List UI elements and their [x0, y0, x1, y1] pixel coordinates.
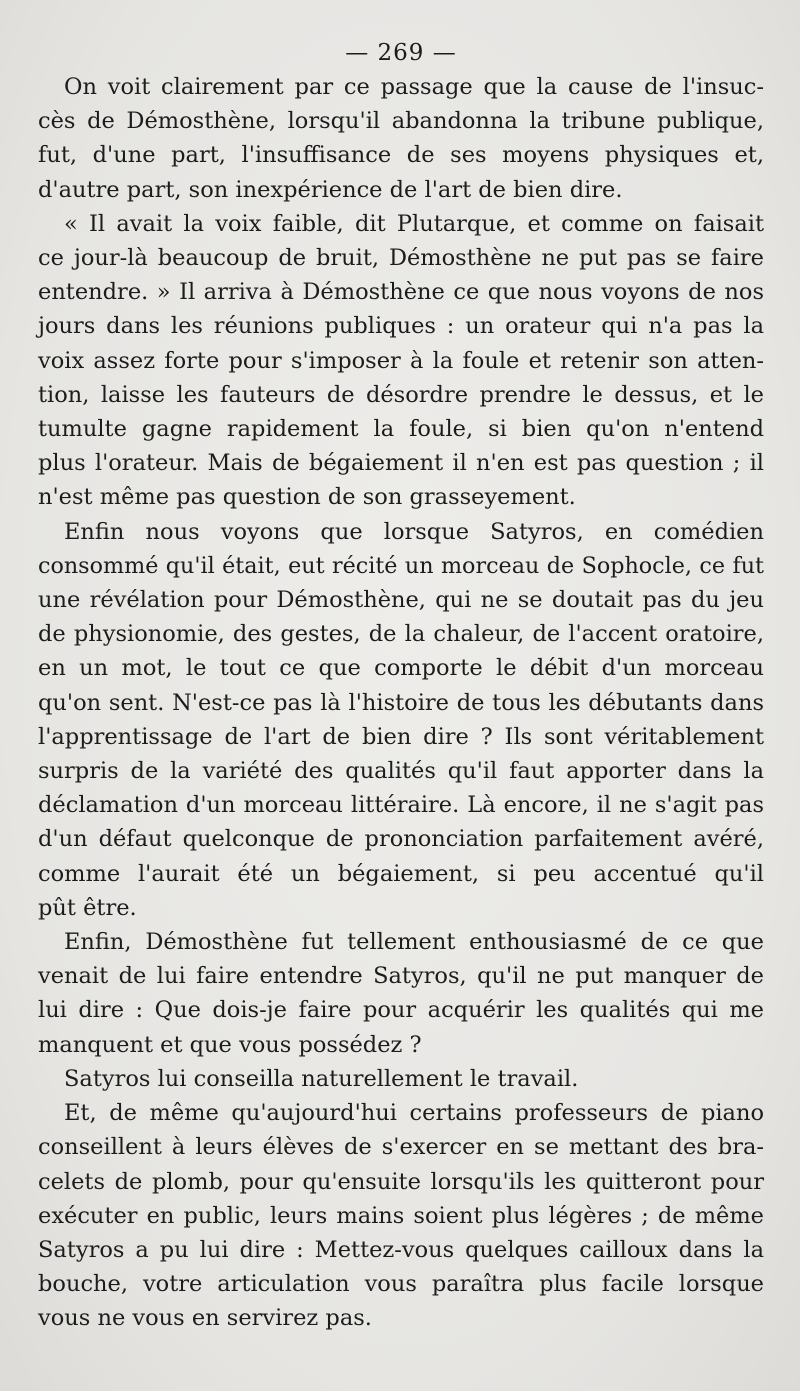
paragraph	[38, 1062, 764, 1096]
paragraph	[38, 925, 764, 1062]
line-text: une révélation pour Démosthène, qui ne se doutait pas du jeu	[38, 587, 764, 614]
line-text: qu'on sent. N'est-ce pas là l'histoire de tous les débutants dans	[38, 689, 764, 716]
text-line	[38, 754, 764, 788]
page-text-body	[38, 70, 764, 1336]
text-line	[38, 686, 764, 720]
line-text: d'autre part, son inexpérience de l'art de bien dire.	[38, 176, 623, 203]
paragraph	[38, 207, 764, 515]
text-line	[38, 515, 764, 549]
text-line	[38, 891, 764, 925]
line-text: « Il avait la voix faible, dit Plutarque, et comme on faisait	[64, 210, 764, 237]
text-line	[38, 412, 764, 446]
line-text: tion, laisse les fauteurs de désordre prendre le dessus, et le	[38, 381, 764, 408]
text-line	[38, 1233, 764, 1267]
line-text: lui dire : Que dois-je faire pour acquérir les qualités qui me	[38, 997, 764, 1024]
text-line	[38, 241, 764, 275]
text-line	[38, 1165, 764, 1199]
line-text: tumulte gagne rapidement la foule, si bien qu'on n'entend	[38, 416, 764, 443]
line-text: fut, d'une part, l'insuffisance de ses moyens physiques et,	[38, 142, 764, 169]
line-text: plus l'orateur. Mais de bégaiement il n'en est pas question ; il	[38, 450, 764, 477]
line-text: déclamation d'un morceau littéraire. Là encore, il ne s'agit pas	[38, 792, 764, 819]
text-line	[38, 822, 764, 856]
text-line	[38, 70, 764, 104]
text-line	[38, 993, 764, 1027]
line-text: surpris de la variété des qualités qu'il faut apporter dans la	[38, 758, 764, 785]
text-line	[38, 720, 764, 754]
line-text: comme l'aurait été un bégaiement, si peu accentué qu'il	[38, 860, 764, 887]
paragraph	[38, 1096, 764, 1335]
line-text: exécuter en public, leurs mains soient plus légères ; de même	[38, 1202, 764, 1229]
line-text: celets de plomb, pour qu'ensuite lorsqu'ils les quitteront pour	[38, 1168, 764, 1195]
line-text: entendre. » Il arriva à Démosthène ce que nous voyons de nos	[38, 279, 764, 306]
line-text: n'est même pas question de son grasseyement.	[38, 484, 576, 511]
text-line	[38, 1096, 764, 1130]
text-line	[38, 1028, 764, 1062]
line-text: pût être.	[38, 894, 137, 921]
text-line	[38, 1062, 764, 1096]
text-line	[38, 959, 764, 993]
line-text: venait de lui faire entendre Satyros, qu'il ne put manquer de	[38, 963, 764, 990]
paragraph	[38, 515, 764, 925]
line-text: Satyros a pu lui dire : Mettez-vous quelques cailloux dans la	[38, 1236, 764, 1263]
text-line	[38, 617, 764, 651]
text-line	[38, 1267, 764, 1301]
text-line	[38, 378, 764, 412]
line-text: voix assez forte pour s'imposer à la foule et retenir son atten-	[38, 347, 764, 374]
text-line	[38, 1130, 764, 1164]
line-text: Et, de même qu'aujourd'hui certains professeurs de piano	[64, 1100, 764, 1127]
text-line	[38, 173, 764, 207]
text-line	[38, 309, 764, 343]
line-text: On voit clairement par ce passage que la cause de l'insuc-	[64, 74, 764, 100]
line-text: manquent et que vous possédez ?	[38, 1031, 422, 1058]
line-text: conseillent à leurs élèves de s'exercer en se mettant des bra-	[38, 1134, 764, 1161]
text-line	[38, 446, 764, 480]
line-text: d'un défaut quelconque de prononciation parfaitement avéré,	[38, 826, 764, 853]
page-number: — 269 —	[345, 40, 457, 66]
line-text: Enfin nous voyons que lorsque Satyros, en comédien	[64, 518, 764, 545]
line-text: Satyros lui conseilla naturellement le travail.	[64, 1065, 579, 1092]
text-line	[38, 925, 764, 959]
text-line	[38, 651, 764, 685]
text-line	[38, 207, 764, 241]
text-line	[38, 857, 764, 891]
text-line	[38, 344, 764, 378]
line-text: ce jour-là beaucoup de bruit, Démosthène ne put pas se faire	[38, 245, 764, 272]
text-line	[38, 480, 764, 514]
line-text: vous ne vous en servirez pas.	[38, 1305, 372, 1332]
line-text: de physionomie, des gestes, de la chaleur, de l'accent oratoire,	[38, 621, 764, 648]
text-line	[38, 1301, 764, 1335]
line-text: en un mot, le tout ce que comporte le débit d'un morceau	[38, 655, 764, 682]
text-line	[38, 788, 764, 822]
line-text: jours dans les réunions publiques : un orateur qui n'a pas la	[38, 313, 764, 340]
text-line	[38, 138, 764, 172]
text-line	[38, 549, 764, 583]
paragraph	[38, 70, 764, 207]
line-text: cès de Démosthène, lorsqu'il abandonna la tribune publique,	[38, 108, 764, 135]
line-text: bouche, votre articulation vous paraîtra plus facile lorsque	[38, 1271, 764, 1298]
line-text: consommé qu'il était, eut récité un morceau de Sophocle, ce fut	[38, 552, 764, 579]
text-line	[38, 583, 764, 617]
line-text: Enfin, Démosthène fut tellement enthousiasmé de ce que	[64, 929, 764, 956]
text-line	[38, 104, 764, 138]
text-line	[38, 1199, 764, 1233]
line-text: l'apprentissage de l'art de bien dire ? Ils sont véritablement	[38, 723, 764, 750]
text-line	[38, 275, 764, 309]
